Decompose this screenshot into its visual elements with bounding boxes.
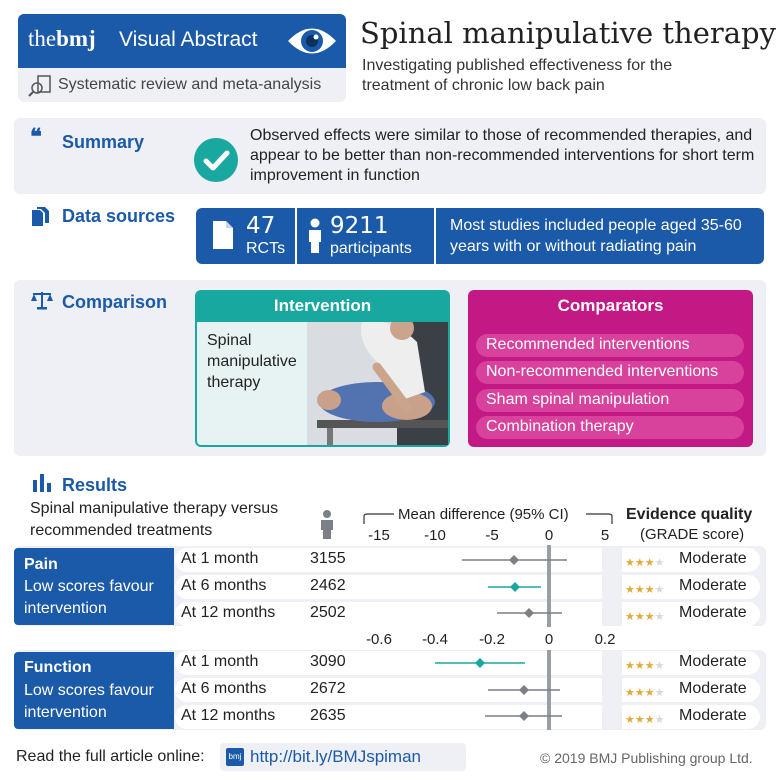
participant-count: 2672 <box>310 680 346 697</box>
result-row <box>175 678 760 702</box>
grade-label: Moderate <box>679 604 747 621</box>
grade-label: Moderate <box>679 550 747 567</box>
participant-count: 2502 <box>310 604 346 621</box>
grade-score-label: (GRADE score) <box>640 526 745 543</box>
read-online-text: Read the full article online: <box>16 748 205 765</box>
comparison-label: Comparison <box>62 292 168 312</box>
intervention-box <box>195 290 450 447</box>
check-icon <box>194 138 238 182</box>
grade-stars: ★★★★ <box>625 584 665 596</box>
quote-icon: ❝ <box>30 124 42 150</box>
eye-icon <box>286 22 338 60</box>
grade-label: Moderate <box>679 680 747 697</box>
results-label: Results <box>62 475 128 495</box>
plot-cell <box>382 678 602 702</box>
rcts-unit: RCTs <box>246 240 286 257</box>
participant-count: 3155 <box>310 550 346 567</box>
result-row <box>175 602 760 626</box>
document-icon <box>212 220 234 250</box>
row-separator <box>602 575 622 599</box>
axis-tick-label: 0 <box>544 527 554 544</box>
grade-stars: ★★★★ <box>625 557 665 569</box>
grade-stars: ★★★★ <box>625 714 665 726</box>
participant-count: 2635 <box>310 707 346 724</box>
participant-count: 2462 <box>310 577 346 594</box>
row-separator <box>602 705 622 729</box>
grade-stars: ★★★★ <box>625 611 665 623</box>
comparator-item: Recommended interventions <box>476 334 744 357</box>
timepoint: At 6 months <box>181 680 267 697</box>
axis-tick-label: -10 <box>424 527 446 544</box>
grade-label: Moderate <box>679 707 747 724</box>
plot-cell <box>382 602 602 626</box>
article-link-box[interactable] <box>220 743 466 771</box>
axis-title: Mean difference (95% CI) <box>398 506 569 523</box>
function-subtitle: Low scores favour intervention <box>24 682 154 721</box>
participants-unit: participants <box>330 240 412 257</box>
documents-icon <box>30 206 52 228</box>
grade-stars: ★★★★ <box>625 687 665 699</box>
comparator-item: Combination therapy <box>476 416 744 439</box>
axis-tick-label: -0.2 <box>479 631 505 648</box>
row-separator <box>602 602 622 626</box>
bmj-logo: thebmj <box>28 26 96 51</box>
result-row <box>175 705 760 729</box>
axis-tick-label: 0.2 <box>594 631 616 648</box>
row-separator <box>602 548 622 572</box>
plot-cell <box>382 651 602 675</box>
person-icon <box>308 218 322 254</box>
timepoint: At 1 month <box>181 550 259 567</box>
pain-group-label <box>14 548 174 625</box>
plot-cell <box>382 575 602 599</box>
participant-count: 3090 <box>310 653 346 670</box>
result-row <box>175 548 760 572</box>
grade-label: Moderate <box>679 653 747 670</box>
timepoint: At 6 months <box>181 577 267 594</box>
therapy-photo <box>307 322 448 445</box>
comparators-box <box>468 290 753 447</box>
evidence-quality-title: Evidence quality <box>626 506 753 523</box>
divider <box>295 208 297 264</box>
data-sources-bar <box>196 208 764 264</box>
result-row <box>175 651 760 675</box>
timepoint: At 12 months <box>181 707 276 724</box>
review-type: Systematic review and meta-analysis <box>58 76 322 93</box>
page-subtitle: Investigating published effectiveness for the treatment of chronic low back pain <box>362 57 673 94</box>
article-link[interactable]: http://bit.ly/BMJspiman <box>250 747 422 766</box>
results-subtitle: Spinal manipulative therapy versus recommended treatments <box>30 500 279 539</box>
divider <box>434 208 436 264</box>
axis-tick-label: -5 <box>485 527 499 544</box>
function-title: Function <box>24 659 92 676</box>
summary-label: Summary <box>62 132 145 152</box>
plot-cell <box>382 548 602 572</box>
data-sources-label: Data sources <box>62 206 176 226</box>
participants-count: 9211 <box>330 213 389 239</box>
bar-chart-icon <box>32 472 52 492</box>
summary-text: Observed effects were similar to those of recommended therapies, and appear to be better than non-recommended interventions for short term improvement in function <box>250 127 755 184</box>
copyright: © 2019 BMJ Publishing group Ltd. <box>540 750 753 766</box>
bmj-small-icon: bmj <box>226 748 244 766</box>
axis-tick-label: -0.6 <box>366 631 392 648</box>
header-brand-box <box>18 14 346 102</box>
axis-tick-label: -0.4 <box>422 631 448 648</box>
intervention-body <box>197 322 448 445</box>
row-separator <box>602 651 622 675</box>
pain-title: Pain <box>24 556 58 573</box>
function-group-label <box>14 652 174 729</box>
comparators-title: Comparators <box>557 296 664 315</box>
brand-banner <box>18 14 346 68</box>
grade-stars: ★★★★ <box>625 660 665 672</box>
result-row <box>175 575 760 599</box>
pain-subtitle: Low scores favour intervention <box>24 578 154 617</box>
grade-label: Moderate <box>679 577 747 594</box>
axis-tick-label: 0 <box>544 631 554 648</box>
plot-cell <box>382 705 602 729</box>
rcts-count: 47 <box>246 213 276 239</box>
data-sources-description: Most studies included people aged 35-60 years with or without radiating pain <box>450 217 742 255</box>
page-title: Spinal manipulative therapy <box>360 16 776 50</box>
axis-tick-label: -15 <box>368 527 390 544</box>
visual-abstract-label: Visual Abstract <box>119 28 258 51</box>
axis-tick-label: 5 <box>600 527 610 544</box>
axis-bracket <box>362 510 614 526</box>
intervention-title: Intervention <box>273 296 372 315</box>
magnifier-document-icon <box>28 74 54 98</box>
person-icon <box>320 510 334 540</box>
comparator-item: Non-recommended interventions <box>476 361 744 384</box>
intervention-text: Spinal manipulative therapy <box>207 332 297 391</box>
comparator-item: Sham spinal manipulation <box>476 389 744 412</box>
scales-icon <box>30 290 54 310</box>
row-separator <box>602 678 622 702</box>
timepoint: At 12 months <box>181 604 276 621</box>
timepoint: At 1 month <box>181 653 259 670</box>
